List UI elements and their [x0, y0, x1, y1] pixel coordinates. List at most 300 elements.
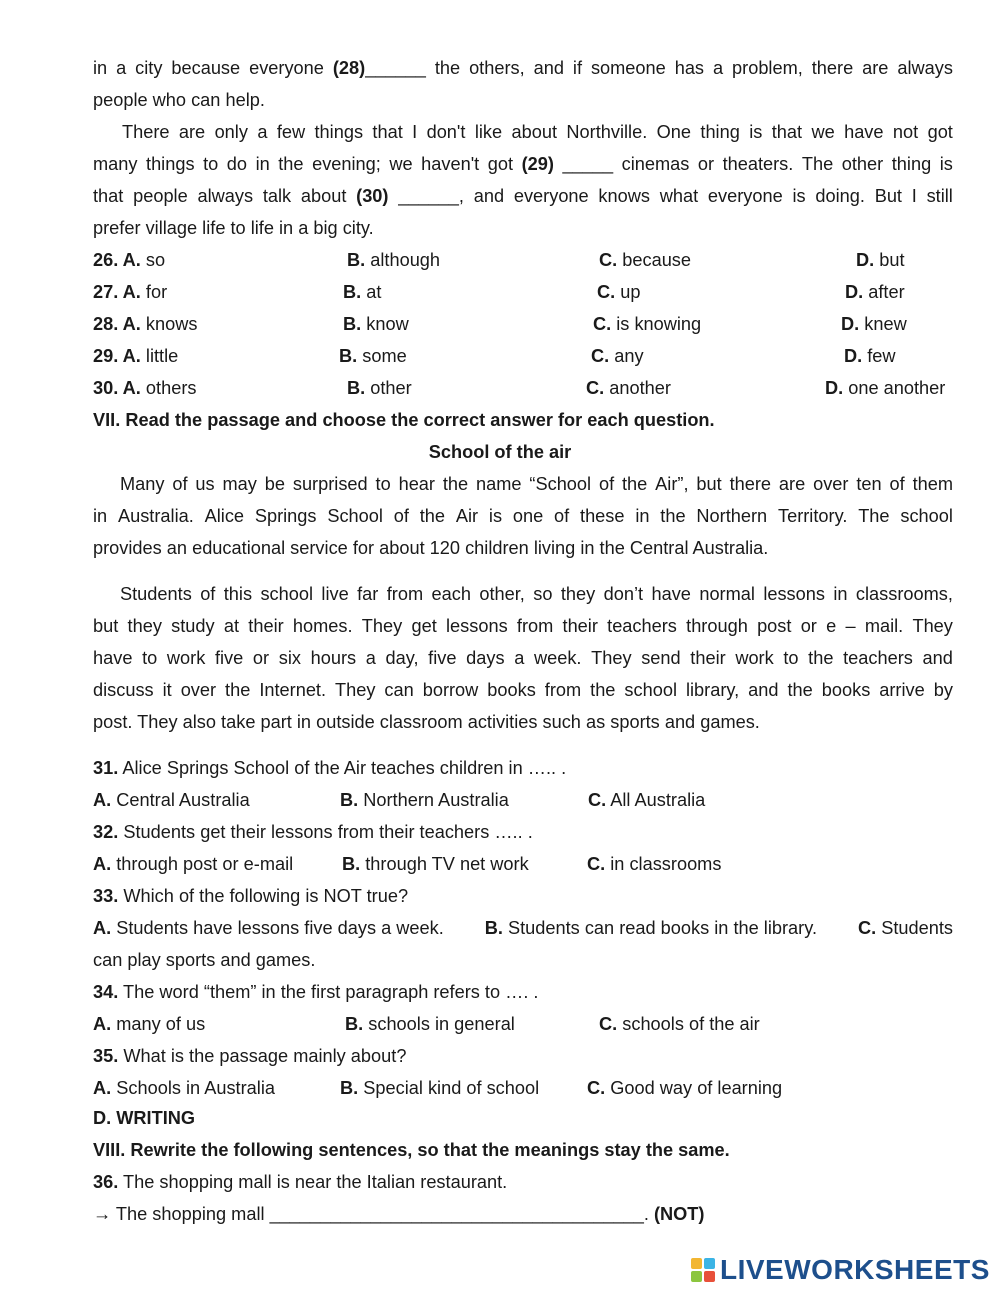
word: and: [533, 58, 564, 78]
word: teachers: [843, 648, 913, 668]
word: it: [162, 680, 172, 700]
q36-text: The shopping mall is near the Italian restaurant.: [123, 1172, 508, 1192]
q27-option-d-wrap[interactable]: [845, 281, 905, 303]
word: ______,: [398, 186, 464, 206]
q29-option-b: some: [362, 346, 407, 366]
q34-stem: [93, 981, 538, 1003]
word: Air: [455, 506, 479, 526]
q35-option-c: Good way of learning: [610, 1078, 783, 1098]
q34-option-b-wrap[interactable]: [345, 1013, 515, 1035]
option-letter: C.: [599, 250, 618, 270]
word: day,: [385, 648, 419, 668]
word: us: [195, 474, 215, 494]
word: through: [686, 616, 748, 636]
passage1-line-6: prefer village life to life in a big city.: [93, 218, 374, 238]
word: far: [357, 584, 379, 604]
word: (30): [356, 186, 389, 206]
word: from: [516, 616, 554, 636]
option-letter: B.: [343, 314, 362, 334]
q32-option-a: through post or e-mail: [116, 854, 294, 874]
word: not: [892, 122, 919, 142]
q36-answer-blank[interactable]: → The shopping mall _____________________________________.: [93, 1204, 649, 1224]
q33-option-c-wrap[interactable]: [858, 917, 953, 939]
q32-number: 32.: [93, 822, 119, 842]
word: about: [300, 186, 347, 206]
word: at: [223, 616, 240, 636]
word: the: [419, 506, 446, 526]
word: Air”,: [655, 474, 689, 494]
word: in: [93, 506, 108, 526]
q26-option-d-wrap[interactable]: [856, 249, 905, 271]
q33-option-a-wrap[interactable]: [93, 917, 444, 939]
q31-text: Alice Springs School of the Air teaches children in ….. .: [122, 758, 567, 778]
q28-option-a[interactable]: knows: [145, 314, 198, 334]
q32-stem: [93, 821, 533, 843]
word: Northville.: [566, 122, 648, 142]
word: send: [641, 648, 681, 668]
word: people: [133, 186, 188, 206]
q29-option-b-wrap[interactable]: [339, 345, 407, 367]
passage2-p1-line-1: [120, 473, 953, 495]
word: is: [749, 122, 763, 142]
word: work: [166, 648, 206, 668]
word: what: [659, 186, 699, 206]
q35-stem: [93, 1045, 406, 1067]
option-letter: C.: [587, 854, 606, 874]
word: Northern: [696, 506, 768, 526]
q35-option-c-wrap[interactable]: [587, 1077, 782, 1099]
word: But: [874, 186, 902, 206]
word: and: [473, 186, 505, 206]
q33-option-c-end[interactable]: can play sports and games.: [93, 950, 316, 970]
word: always: [897, 58, 953, 78]
word: things: [146, 154, 195, 174]
word: is: [939, 154, 953, 174]
q34-option-c: schools of the air: [622, 1014, 760, 1034]
word: they: [127, 616, 162, 636]
word: of: [393, 506, 409, 526]
word: there: [811, 58, 854, 78]
word: but: [93, 616, 119, 636]
word: is: [488, 506, 503, 526]
word: that: [771, 122, 803, 142]
word: the: [225, 680, 251, 700]
option-letter: B.: [340, 790, 359, 810]
word: books: [487, 680, 536, 700]
q26-option-b-wrap[interactable]: [347, 249, 440, 271]
word: their: [248, 616, 284, 636]
q30-option-d: one another: [848, 378, 946, 398]
option-letter: B.: [347, 378, 366, 398]
word: the: [590, 680, 616, 700]
q29-row: [93, 345, 178, 367]
q34-option-b: schools in general: [368, 1014, 515, 1034]
q36-rewrite-line: [93, 1203, 704, 1225]
passage2-p2-line-3: [93, 647, 953, 669]
word: do: [226, 154, 248, 174]
word: has: [674, 58, 705, 78]
word: and: [748, 680, 779, 700]
word: They: [912, 616, 953, 636]
word: from: [386, 584, 424, 604]
word: days: [466, 648, 505, 668]
q31-option-b-wrap[interactable]: [340, 789, 509, 811]
option-letter: C.: [599, 1014, 618, 1034]
q34-number: 34.: [93, 982, 119, 1002]
word: about: [511, 122, 558, 142]
q27-option-b-wrap[interactable]: [343, 281, 381, 303]
passage-title: School of the air: [428, 442, 572, 462]
q30-option-b: other: [370, 378, 412, 398]
word: things: [314, 122, 364, 142]
word: each: [431, 584, 471, 604]
q32-option-c-wrap[interactable]: [587, 853, 721, 875]
option-letter: A.: [93, 918, 112, 938]
q31-option-a: Central Australia: [116, 790, 250, 810]
word: cinemas: [621, 154, 690, 174]
q31-option-a-wrap[interactable]: [93, 789, 250, 811]
word: Australia.: [117, 506, 194, 526]
word: like: [474, 122, 503, 142]
q26-option-b: although: [370, 250, 441, 270]
passage2-p1-line-3: provides an educational service for about 120 children living in the Central Australia.: [93, 538, 769, 558]
word: name: [476, 474, 522, 494]
option-letter: D.: [841, 314, 860, 334]
word: arrive: [879, 680, 925, 700]
word: of: [172, 474, 188, 494]
word: thing: [700, 122, 740, 142]
word: They: [591, 648, 632, 668]
word: The: [858, 506, 890, 526]
q35-text: What is the passage mainly about?: [123, 1046, 407, 1066]
option-letter: C.: [586, 378, 605, 398]
word: other: [841, 154, 884, 174]
word: post: [757, 616, 792, 636]
word: School: [327, 506, 383, 526]
word: by: [933, 680, 953, 700]
word: are: [178, 122, 206, 142]
word: They: [361, 616, 403, 636]
q35-option-b: Special kind of school: [363, 1078, 540, 1098]
option-letter: A.: [93, 854, 112, 874]
word: this: [223, 584, 253, 604]
q26-option-a[interactable]: so: [145, 250, 166, 270]
q26-option-c-wrap[interactable]: [599, 249, 691, 271]
word: to: [783, 648, 799, 668]
section-8-heading: VIII. Rewrite the following sentences, so that the meanings stay the same.: [93, 1140, 730, 1160]
q26-option-c: because: [622, 250, 692, 270]
q29-option-a[interactable]: little: [145, 346, 179, 366]
q35-option-a-wrap[interactable]: [93, 1077, 275, 1099]
passage2-p2-line-5: post. They also take part in outside classroom activities such as sports and games.: [93, 712, 760, 732]
q30-option-a[interactable]: others: [145, 378, 197, 398]
word: (29): [521, 154, 554, 174]
q35-option-b-wrap[interactable]: [340, 1077, 539, 1099]
q28-row: [93, 313, 197, 335]
q28-option-d: knew: [864, 314, 907, 334]
word: “School: [529, 474, 592, 494]
word: I: [412, 122, 418, 142]
word: have: [651, 584, 691, 604]
word: There: [122, 122, 170, 142]
word: or: [252, 648, 270, 668]
word: a: [514, 648, 525, 668]
word: there: [729, 474, 772, 494]
word: don't: [426, 122, 466, 142]
word: the: [808, 648, 834, 668]
word: and: [922, 648, 953, 668]
word: normal: [699, 584, 755, 604]
word: in: [635, 506, 650, 526]
word: Students: [120, 584, 192, 604]
word: everyone: [513, 186, 589, 206]
word: or: [697, 154, 715, 174]
option-letter: A.: [93, 1078, 112, 1098]
option-letter: B.: [345, 1014, 364, 1034]
word: Many: [120, 474, 165, 494]
word: borrow: [422, 680, 479, 700]
q29-option-c-wrap[interactable]: [591, 345, 644, 367]
word: can: [384, 680, 414, 700]
word: are: [778, 474, 806, 494]
word: –: [845, 616, 856, 636]
word: have: [93, 648, 133, 668]
word: ten: [856, 474, 882, 494]
q35-number: 35.: [93, 1046, 119, 1066]
word: lessons: [446, 616, 508, 636]
q33-text: Which of the following is NOT true?: [123, 886, 409, 906]
option-letter: C.: [591, 346, 610, 366]
word: knows: [598, 186, 650, 206]
word: everyone: [707, 186, 783, 206]
word: five: [428, 648, 457, 668]
passage1-line-5: [93, 185, 953, 207]
word: is: [792, 186, 806, 206]
q28-option-b-wrap[interactable]: [343, 313, 409, 335]
word: Springs: [254, 506, 317, 526]
word: surprised: [292, 474, 368, 494]
word: if: [572, 58, 582, 78]
word: everyone: [249, 58, 324, 78]
option-letter: B.: [484, 918, 503, 938]
q29-option-c: any: [614, 346, 644, 366]
word: get: [411, 616, 437, 636]
passage1-line-1: [93, 57, 953, 79]
word: city: [135, 58, 163, 78]
q35-option-a: Schools in Australia: [116, 1078, 275, 1098]
q27-option-a[interactable]: for: [145, 282, 168, 302]
word: their: [562, 616, 598, 636]
q27-option-c: up: [620, 282, 641, 302]
word: their: [690, 648, 726, 668]
q32-text: Students get their lessons from their teachers ….. .: [123, 822, 533, 842]
word: school: [624, 680, 677, 700]
option-letter: C.: [857, 918, 877, 938]
word: but: [696, 474, 722, 494]
passage1-line-2: people who can help.: [93, 90, 265, 110]
word: they: [560, 584, 596, 604]
word: of: [554, 506, 570, 526]
word: we: [811, 122, 835, 142]
word: the: [660, 506, 686, 526]
q31-option-b: Northern Australia: [363, 790, 509, 810]
word: books: [821, 680, 871, 700]
word: be: [264, 474, 285, 494]
word: teachers: [607, 616, 677, 636]
word: many: [93, 154, 138, 174]
q36-hint: (NOT): [653, 1204, 705, 1224]
q33-stem: [93, 885, 408, 907]
q31-stem: [93, 757, 566, 779]
word: (28)______: [332, 58, 426, 78]
word: a: [116, 58, 127, 78]
q32-option-b-wrap[interactable]: [342, 853, 529, 875]
option-letter: D.: [856, 250, 875, 270]
word: study: [171, 616, 215, 636]
option-letter: A.: [93, 1014, 112, 1034]
option-letter: C.: [588, 790, 607, 810]
word: a: [257, 122, 268, 142]
q34-text: The word “them” in the first paragraph refers to …. .: [123, 982, 539, 1002]
q28-option-d-wrap[interactable]: [841, 313, 907, 335]
q27-option-d: after: [868, 282, 905, 302]
word: discuss: [93, 680, 154, 700]
word: talk: [262, 186, 292, 206]
word: school: [900, 506, 953, 526]
word: to: [375, 474, 391, 494]
passage2-p1-line-2: [93, 505, 953, 527]
word: of: [889, 474, 905, 494]
word: homes.: [292, 616, 353, 636]
passage1-line-4: [93, 153, 953, 175]
word: of: [200, 584, 216, 604]
q27-option-c-wrap[interactable]: [597, 281, 640, 303]
q28-option-c: is knowing: [616, 314, 702, 334]
q29-option-d: few: [867, 346, 896, 366]
word: other,: [479, 584, 525, 604]
word: got: [927, 122, 953, 142]
word: the: [442, 474, 469, 494]
q33-option-b-wrap[interactable]: [485, 917, 817, 939]
option-letter: B.: [342, 854, 361, 874]
q34-option-c-wrap[interactable]: [599, 1013, 760, 1035]
word: theaters.: [722, 154, 794, 174]
word: five: [214, 648, 244, 668]
word: don’t: [603, 584, 644, 604]
q30-option-b-wrap[interactable]: [347, 377, 412, 399]
word: to: [203, 154, 219, 174]
q26-option-d: but: [879, 250, 905, 270]
q32-option-a-wrap[interactable]: [93, 853, 293, 875]
option-letter: B.: [347, 250, 366, 270]
word: problem,: [732, 58, 803, 78]
option-letter: D.: [844, 346, 863, 366]
word: Territory.: [777, 506, 848, 526]
q28-number: 28. A.: [93, 314, 141, 334]
word: in: [255, 154, 270, 174]
word: Internet.: [259, 680, 327, 700]
word: have: [844, 122, 884, 142]
word: over: [180, 680, 217, 700]
word: work: [735, 648, 774, 668]
option-letter: C.: [593, 314, 612, 334]
word: someone: [590, 58, 666, 78]
q27-option-b: at: [366, 282, 382, 302]
word: week.: [533, 648, 582, 668]
passage1-line-3: [122, 121, 953, 143]
q31-option-c-wrap[interactable]: [588, 789, 705, 811]
word: got: [487, 154, 514, 174]
word: evening;: [312, 154, 381, 174]
word: of: [598, 474, 615, 494]
word: live: [321, 584, 349, 604]
word: a: [365, 648, 376, 668]
option-letter: D.: [825, 378, 844, 398]
word: a: [712, 58, 724, 78]
q26-row: [93, 249, 165, 271]
q27-number: 27. A.: [93, 282, 141, 302]
word: are: [862, 58, 889, 78]
word: that: [372, 122, 403, 142]
q29-number: 29. A.: [93, 346, 141, 366]
q30-option-c-wrap[interactable]: [586, 377, 671, 399]
q33-number: 33.: [93, 886, 119, 906]
q26-number: 26. A.: [93, 250, 141, 270]
liveworksheets-logo-icon: [690, 1257, 716, 1283]
word: these: [580, 506, 625, 526]
q29-option-d-wrap[interactable]: [844, 345, 896, 367]
word: classrooms,: [855, 584, 953, 604]
q30-row: [93, 377, 196, 399]
word: One: [656, 122, 692, 142]
word: always: [197, 186, 254, 206]
q34-option-a-wrap[interactable]: [93, 1013, 205, 1035]
writing-heading: D. WRITING: [93, 1108, 196, 1128]
word: the: [787, 680, 813, 700]
option-letter: B.: [343, 282, 362, 302]
word: e: [826, 616, 837, 636]
word: hours: [310, 648, 357, 668]
word: They: [335, 680, 376, 700]
word: the: [434, 58, 461, 78]
q30-option-d-wrap[interactable]: [825, 377, 945, 399]
word: from: [544, 680, 582, 700]
word: thing: [891, 154, 932, 174]
word: to: [142, 648, 158, 668]
liveworksheets-logo: [690, 1256, 990, 1284]
word: one: [512, 506, 544, 526]
q32-option-c: in classrooms: [610, 854, 722, 874]
word: school: [260, 584, 314, 604]
q33-option-b: Students can read books in the library.: [507, 918, 818, 938]
word: because: [171, 58, 241, 78]
section-7-heading: VII. Read the passage and choose the correct answer for each question.: [93, 410, 715, 430]
q33-option-a: Students have lessons five days a week.: [116, 918, 444, 938]
passage2-p2-line-1: [120, 583, 953, 605]
passage2-p2-line-2: [93, 615, 953, 637]
option-letter: C.: [597, 282, 616, 302]
word: others,: [469, 58, 525, 78]
q36-number: 36.: [93, 1172, 119, 1192]
word: lessons: [763, 584, 825, 604]
word: the: [278, 154, 304, 174]
q27-row: [93, 281, 167, 303]
q36-stem: [93, 1171, 507, 1193]
word: The: [801, 154, 834, 174]
q28-option-c-wrap[interactable]: [593, 313, 701, 335]
word: _____: [562, 154, 614, 174]
option-letter: B.: [339, 346, 358, 366]
